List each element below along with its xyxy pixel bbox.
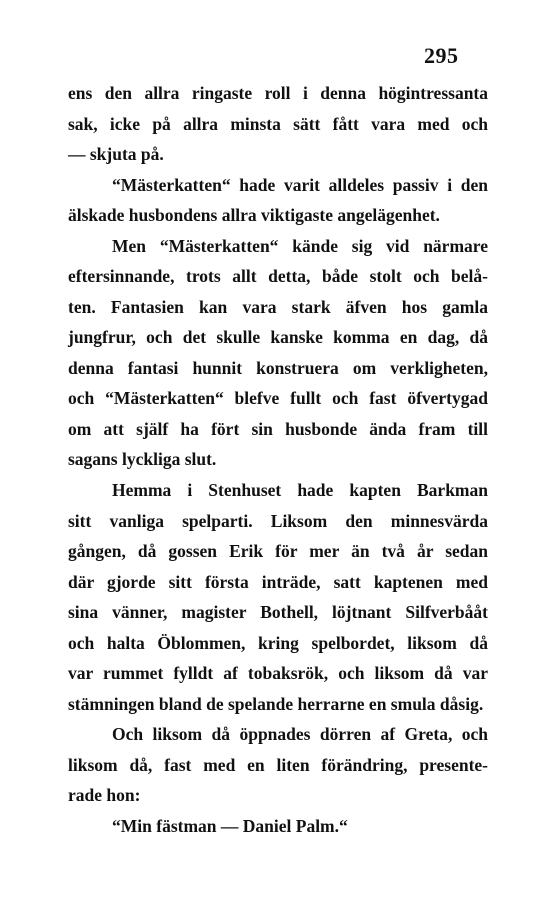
text-line: sitt vanliga spelparti. Liksom den minnesvärda [68, 510, 488, 531]
text-line: gången, då gossen Erik för mer än två år sedan [68, 541, 488, 561]
text-line: liksom då, fast med en liten förändring, presente- [68, 754, 488, 775]
text-line: om att själf ha fört sin husbonde ända fram till [68, 418, 488, 439]
text-line: Och liksom då öppnades dörren af Greta, och [112, 724, 488, 744]
text-line: “Min fästman — Daniel Palm.“ [112, 815, 348, 836]
text-line: — skjuta på. [68, 144, 164, 164]
text-section-2 [68, 475, 488, 841]
text-line: var rummet fylldt af tobaksrök, och liksom då var [68, 663, 488, 683]
text-line: jungfrur, och det skulle kanske komma en dag, då [68, 327, 488, 347]
text-line: denna fantasi hunnit konstruera om verkligheten, [68, 357, 488, 378]
text-line: stämningen bland de spelande herrarne en smula dåsig. [68, 693, 484, 714]
text-line: rade hon: [68, 785, 141, 805]
text-line: Men “Mästerkatten“ kände sig vid närmare [112, 235, 488, 256]
text-section-1 [68, 78, 488, 475]
text-line: sak, icke på allra minsta sätt fått vara med och [68, 113, 488, 134]
text-line: sagans lyckliga slut. [68, 449, 217, 469]
text-line: och halta Öblommen, kring spelbordet, liksom då [68, 632, 488, 653]
text-line: sina vänner, magister Bothell, löjtnant Silfverbååt [68, 602, 488, 622]
text-line: där gjorde sitt första inträde, satt kaptenen med [68, 571, 488, 592]
text-line: ens den allra ringaste roll i denna högintressanta [68, 83, 488, 103]
page-number: 295 [424, 43, 459, 68]
text-line: älskade husbondens allra viktigaste angelägenhet. [68, 205, 440, 225]
text-line: ten. Fantasien kan vara stark äfven hos gamla [68, 296, 488, 317]
text-line: och “Mästerkatten“ blefve fullt och fast öfvertygad [68, 388, 488, 408]
text-line: eftersinnande, trots allt detta, både stolt och belå- [68, 266, 488, 286]
text-line: “Mästerkatten“ hade varit alldeles passiv i den [112, 174, 488, 195]
text-line: Hemma i Stenhuset hade kapten Barkman [112, 480, 488, 500]
